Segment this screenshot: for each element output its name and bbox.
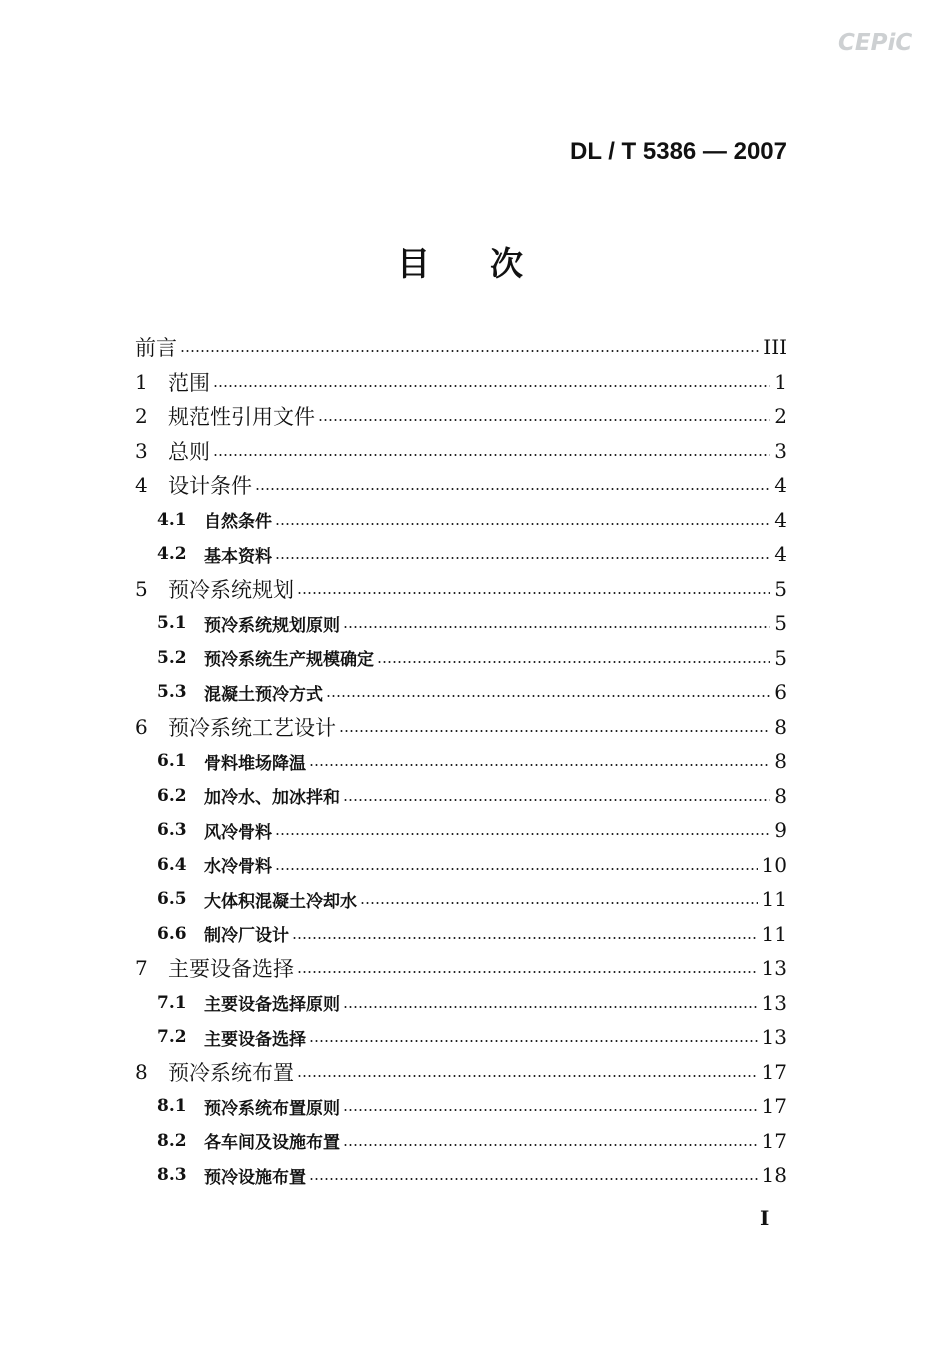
toc-entry-number: 1 [135,369,148,394]
toc-entry-page: 8 [774,749,787,774]
toc-entry-number: 6 [135,714,148,739]
toc-leader-dots [297,1075,758,1077]
toc-entry-page: 18 [761,1163,787,1188]
toc-entry-number: 5.1 [157,613,187,634]
toc-entry-number: 6.3 [157,820,187,841]
toc-leader-dots [309,764,770,766]
toc-entry[interactable] [135,951,787,986]
toc-entry-number: 6.4 [157,854,187,875]
toc-entry[interactable] [135,434,787,469]
toc-leader-dots [343,626,770,628]
toc-entry-number: 8.3 [157,1165,187,1186]
toc-entry[interactable] [135,330,787,365]
toc-entry-title: 水冷骨料 [204,857,272,878]
toc-entry-title: 范围 [168,370,210,395]
toc-leader-dots [275,833,770,835]
toc-entry-number: 3 [135,438,148,463]
toc-entry-title: 基本资料 [204,546,272,567]
toc-entry-page: 13 [761,990,787,1015]
toc-entry-page: 17 [761,1094,787,1119]
toc-entry[interactable] [135,572,787,607]
toc-entry-title: 预冷系统规划 [168,577,294,602]
toc-entry-title: 总则 [168,439,210,464]
toc-entry-number: 6.6 [157,923,187,944]
toc-entry-number: 8 [135,1059,148,1084]
toc-entry-title: 混凝土预冷方式 [204,684,323,705]
toc-leader-dots [275,868,758,870]
toc-entry[interactable] [135,882,787,917]
toc-entry-number: 4.2 [157,544,187,565]
watermark-logo: CEPiC [838,30,913,56]
toc-entry-title: 预冷系统生产规模确定 [204,650,374,671]
toc-entry-title: 大体积混凝土冷却水 [204,891,357,912]
toc-leader-dots [326,695,770,697]
toc-entry[interactable] [135,365,787,400]
toc-entry-title: 预冷设施布置 [204,1167,306,1188]
toc-entry-number: 7.1 [157,992,187,1013]
toc-entry-page: 5 [774,645,787,670]
toc-entry[interactable] [135,813,787,848]
toc-entry-number: 6.2 [157,785,187,806]
toc-entry[interactable] [135,917,787,952]
toc-entry[interactable] [135,986,787,1021]
toc-leader-dots [275,523,770,525]
toc-entry-number: 7 [135,956,148,981]
toc-leader-dots [343,1144,758,1146]
toc-leader-dots [297,592,770,594]
toc-leader-dots [292,937,758,939]
toc-entry-number: 5.2 [157,647,187,668]
toc-entry[interactable] [135,848,787,883]
toc-entry-number: 5 [135,576,148,601]
toc-leader-dots [275,557,770,559]
table-of-contents [135,330,787,1193]
toc-leader-dots [360,902,758,904]
toc-entry-page: 4 [774,542,787,567]
toc-leader-dots [343,1109,758,1111]
toc-entry-page: 4 [774,507,787,532]
toc-entry[interactable] [135,1124,787,1159]
toc-entry[interactable] [135,399,787,434]
toc-entry-number: 2 [135,404,148,429]
toc-entry-title: 预冷系统布置 [168,1060,294,1085]
toc-leader-dots [318,419,770,421]
toc-entry-page: 9 [774,818,787,843]
toc-entry-title: 加冷水、加冰拌和 [204,788,340,809]
toc-entry-number: 6.1 [157,751,187,772]
toc-entry-title: 主要设备选择 [168,957,294,982]
toc-entry[interactable] [135,1158,787,1193]
toc-entry[interactable] [135,1020,787,1055]
document-number: DL / T 5386 — 2007 [569,138,787,165]
toc-entry-title: 风冷骨料 [204,822,272,843]
toc-entry-title: 设计条件 [168,474,252,499]
toc-entry-page: 3 [774,438,787,463]
toc-entry[interactable] [135,468,787,503]
toc-entry-number: 8.1 [157,1096,187,1117]
toc-entry-title: 规范性引用文件 [168,405,315,430]
toc-entry[interactable] [135,503,787,538]
toc-leader-dots [343,1006,758,1008]
toc-entry-page: 13 [761,956,787,981]
toc-entry[interactable] [135,606,787,641]
toc-entry-title: 主要设备选择 [204,1029,306,1050]
toc-leader-dots [309,1178,758,1180]
toc-leader-dots [180,350,759,352]
toc-leader-dots [377,661,770,663]
toc-entry-title: 前言 [135,336,177,361]
toc-entry-page: 10 [761,852,787,877]
toc-entry-number: 8.2 [157,1130,187,1151]
toc-entry[interactable] [135,744,787,779]
toc-entry-page: 5 [774,611,787,636]
toc-leader-dots [255,488,770,490]
toc-leader-dots [213,385,770,387]
toc-entry[interactable] [135,675,787,710]
toc-entry[interactable] [135,1089,787,1124]
toc-entry-title: 自然条件 [204,512,272,533]
toc-entry-title: 主要设备选择原则 [204,995,340,1016]
toc-leader-dots [343,799,770,801]
toc-entry-number: 4 [135,473,148,498]
toc-entry-number: 5.3 [157,682,187,703]
toc-entry-number: 4.1 [157,509,187,530]
toc-entry[interactable] [135,537,787,572]
toc-entry-title: 各车间及设施布置 [204,1133,340,1154]
toc-entry-page: 6 [774,680,787,705]
toc-entry-title: 预冷系统工艺设计 [168,715,336,740]
toc-entry-page: 5 [774,576,787,601]
page-number: I [760,1206,770,1230]
toc-entry[interactable] [135,641,787,676]
toc-entry-page: 11 [761,887,787,912]
toc-entry-number: 7.2 [157,1027,187,1048]
toc-entry-page: 4 [774,473,787,498]
toc-leader-dots [297,971,758,973]
toc-leader-dots [213,454,770,456]
toc-entry-title: 预冷系统规划原则 [204,615,340,636]
toc-entry[interactable] [135,1055,787,1090]
toc-entry-page: 2 [774,404,787,429]
toc-entry-page: 1 [774,369,787,394]
toc-entry[interactable] [135,779,787,814]
toc-leader-dots [339,730,770,732]
toc-entry-page: 17 [761,1059,787,1084]
toc-entry-number: 6.5 [157,889,187,910]
toc-entry-page: 11 [761,921,787,946]
toc-entry-page: 8 [774,714,787,739]
toc-entry-page: III [763,335,787,360]
toc-entry-page: 17 [761,1128,787,1153]
toc-entry-title: 骨料堆场降温 [204,753,306,774]
toc-entry-page: 13 [761,1025,787,1050]
page-title: 目次 [397,244,583,283]
toc-entry-title: 制冷厂设计 [204,926,289,947]
toc-leader-dots [309,1040,758,1042]
toc-entry-title: 预冷系统布置原则 [204,1098,340,1119]
toc-entry-page: 8 [774,783,787,808]
toc-entry[interactable] [135,710,787,745]
